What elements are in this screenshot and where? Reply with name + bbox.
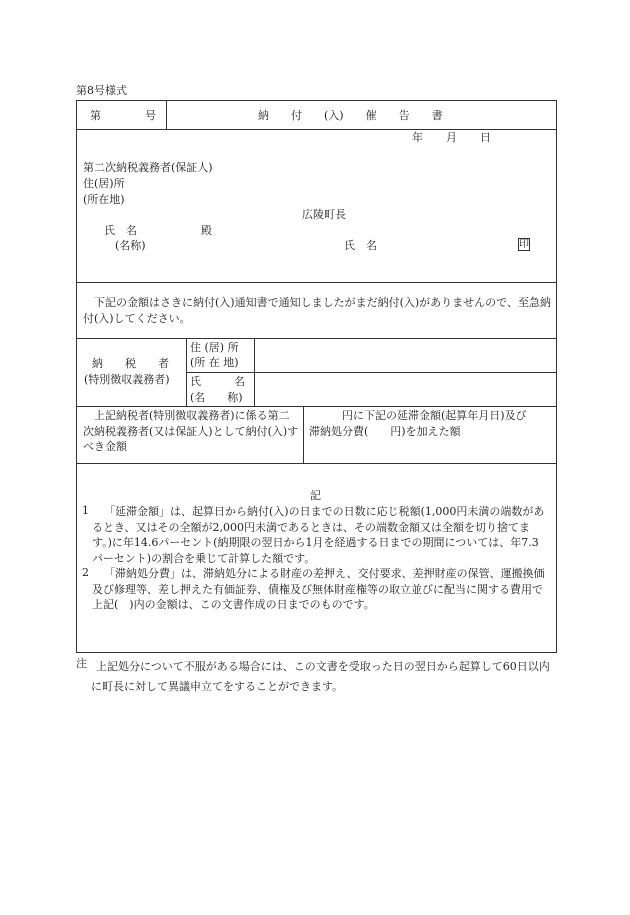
issuer-title: 広陵町長 [302,208,346,221]
form-number: 第8号様式 [76,84,127,97]
notice-bottom-divider [76,338,557,339]
seal-mark: 印 [519,239,529,250]
taxpayer-label: 納 税 者 [92,357,169,370]
header-vertical-divider [166,100,167,129]
notice-top-divider [76,282,557,283]
notice-text: 下記の金額はさきに納付(入)通知書で通知しましたがまだ納付(入)がありませんので、至急納付(入)してください。 [83,296,551,325]
notes-heading: 記 [310,489,321,502]
date-year: 年 [412,131,423,144]
addressee-honorific: 殿 [201,224,212,237]
taxpayer-row-divider [186,372,557,373]
amount-bottom-divider [76,463,557,464]
note1-number: 1 [82,504,89,517]
amount-divider [303,406,304,463]
taxpayer-name-label: 氏 名 [190,375,245,388]
taxpayer-name-alt-label: (名 称) [190,391,243,404]
header-divider [76,129,557,130]
date-month: 月 [446,131,457,144]
addressee-location-label: (所在地) [83,193,125,206]
note1-text: 「延滞金額」は、起算日から納付(入)の日までの日数に応じ税額(1,000円未満の端数があるとき、又はその全額が2,000円未満であるときは、その端数金額又は全額を切り捨てます。)に年14.6パーセント(納期限の翌日から1月を経過する日までの期間については、年7.3パーセント)の割合を乗じて計算した額です。 [92,505,545,565]
addressee-name-alt: (名称) [115,239,146,252]
addressee-line1: 第二次納税義務者(保証人) [83,161,213,174]
taxpayer-location-label: (所 在 地) [190,356,239,369]
taxpayer-address-label: 住 (居) 所 [190,341,239,354]
note2-number: 2 [82,566,89,579]
amount-right-line2: 滞納処分費( 円)を加えた額 [309,425,461,438]
taxpayer-bottom-divider [76,406,557,407]
issuer-name-label: 氏 名 [344,239,377,252]
date-day: 日 [480,131,491,144]
addressee-address-label: 住(居)所 [83,177,125,190]
addressee-name-label: 氏 名 [104,224,137,237]
document-title: 納 付 (入) 催 告 書 [258,109,443,122]
amount-description: 上記納税者(特別徴収義務者)に係る第二次納税義務者(又は保証人)として納付(入)すべき金額 [83,409,299,453]
footnote-text: 上記処分について不服がある場合には、この文書を受取った日の翌日から起算して60日以内に町長に対して異議申立てをすることができます。 [91,660,550,693]
footnote-label: 注 [76,657,87,670]
taxpayer-sublabel: (特別徴収義務者) [84,373,170,386]
amount-right-line1: 円に下記の延滞金額(起算年月日)及び [342,409,527,422]
note2-text: 「滞納処分費」は、滞納処分による財産の差押え、交付要求、差押財産の保管、運搬換価及び修理等、差し押えた有価証券、債権及び無体財産権等の取立並びに配当に関する費用で上記( )内の金額は、この文書作成の日までのものです。 [92,567,545,611]
number-label: 第 号 [90,109,156,122]
